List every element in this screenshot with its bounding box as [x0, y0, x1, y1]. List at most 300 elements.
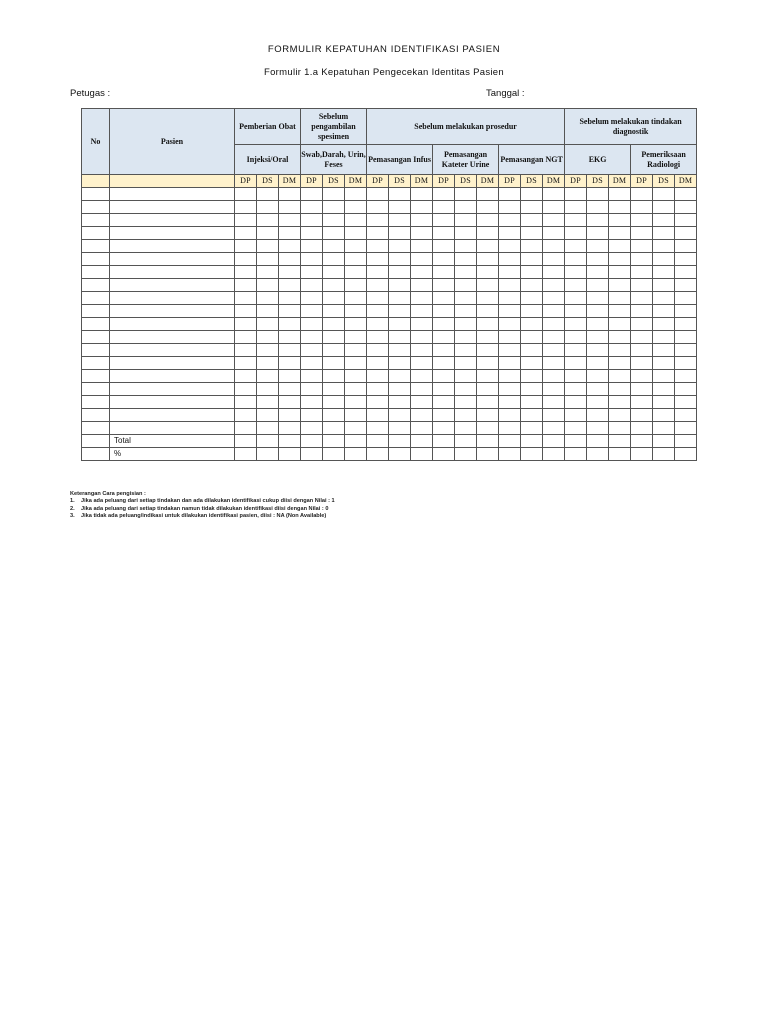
table-cell[interactable]: [257, 318, 279, 331]
table-cell[interactable]: [82, 370, 110, 383]
table-cell[interactable]: [323, 214, 345, 227]
table-cell[interactable]: [235, 253, 257, 266]
table-cell[interactable]: [565, 318, 587, 331]
table-cell[interactable]: [565, 292, 587, 305]
table-cell[interactable]: [323, 448, 345, 461]
table-cell[interactable]: [565, 253, 587, 266]
table-cell[interactable]: [411, 396, 433, 409]
table-cell[interactable]: [675, 383, 697, 396]
table-cell[interactable]: [477, 344, 499, 357]
table-cell[interactable]: [411, 331, 433, 344]
table-cell[interactable]: [499, 344, 521, 357]
table-cell[interactable]: [543, 240, 565, 253]
table-cell[interactable]: [543, 253, 565, 266]
table-cell[interactable]: [82, 383, 110, 396]
table-cell[interactable]: [675, 292, 697, 305]
table-cell[interactable]: [543, 370, 565, 383]
table-cell[interactable]: [433, 435, 455, 448]
table-cell[interactable]: [389, 227, 411, 240]
table-cell[interactable]: [543, 448, 565, 461]
table-cell[interactable]: [521, 422, 543, 435]
table-cell[interactable]: [477, 409, 499, 422]
table-cell[interactable]: [367, 253, 389, 266]
table-cell[interactable]: [455, 422, 477, 435]
table-cell[interactable]: [653, 422, 675, 435]
table-cell[interactable]: [345, 188, 367, 201]
table-cell[interactable]: [543, 227, 565, 240]
table-cell[interactable]: [543, 331, 565, 344]
table-cell[interactable]: [433, 331, 455, 344]
table-cell[interactable]: [301, 279, 323, 292]
table-cell[interactable]: [499, 279, 521, 292]
table-cell[interactable]: [323, 279, 345, 292]
table-cell[interactable]: [411, 305, 433, 318]
table-cell[interactable]: [367, 383, 389, 396]
table-cell[interactable]: [499, 201, 521, 214]
table-cell[interactable]: [257, 292, 279, 305]
table-cell[interactable]: [389, 383, 411, 396]
table-cell[interactable]: [257, 240, 279, 253]
table-cell[interactable]: [653, 435, 675, 448]
table-cell[interactable]: [477, 396, 499, 409]
table-cell[interactable]: [565, 422, 587, 435]
table-cell[interactable]: [675, 422, 697, 435]
table-cell[interactable]: [345, 383, 367, 396]
table-cell[interactable]: [455, 188, 477, 201]
table-cell[interactable]: [279, 448, 301, 461]
table-cell[interactable]: [543, 357, 565, 370]
table-cell[interactable]: [477, 253, 499, 266]
table-cell[interactable]: [631, 357, 653, 370]
table-cell[interactable]: [301, 188, 323, 201]
table-cell[interactable]: [367, 409, 389, 422]
table-cell[interactable]: [82, 253, 110, 266]
table-cell[interactable]: [323, 409, 345, 422]
table-cell[interactable]: [235, 409, 257, 422]
table-cell[interactable]: [631, 448, 653, 461]
table-cell[interactable]: [345, 266, 367, 279]
table-cell[interactable]: [345, 331, 367, 344]
table-cell[interactable]: [477, 383, 499, 396]
table-cell[interactable]: [587, 240, 609, 253]
table-cell[interactable]: [367, 240, 389, 253]
table-cell[interactable]: [499, 292, 521, 305]
table-cell[interactable]: [609, 227, 631, 240]
table-cell[interactable]: [235, 370, 257, 383]
table-cell[interactable]: [609, 305, 631, 318]
table-cell[interactable]: [389, 292, 411, 305]
table-cell[interactable]: [345, 435, 367, 448]
table-cell[interactable]: [345, 370, 367, 383]
table-cell[interactable]: [521, 266, 543, 279]
table-cell[interactable]: [279, 214, 301, 227]
table-cell[interactable]: [411, 188, 433, 201]
table-cell[interactable]: [82, 266, 110, 279]
table-cell[interactable]: [587, 279, 609, 292]
table-cell[interactable]: [279, 357, 301, 370]
table-cell[interactable]: [587, 435, 609, 448]
table-cell[interactable]: [235, 383, 257, 396]
table-cell[interactable]: [367, 292, 389, 305]
table-cell[interactable]: [345, 422, 367, 435]
table-cell[interactable]: [587, 292, 609, 305]
table-cell[interactable]: [653, 448, 675, 461]
table-cell[interactable]: [565, 214, 587, 227]
table-cell[interactable]: [653, 201, 675, 214]
table-cell[interactable]: [257, 188, 279, 201]
table-cell[interactable]: [301, 383, 323, 396]
table-cell[interactable]: [675, 435, 697, 448]
table-cell[interactable]: [609, 279, 631, 292]
table-cell[interactable]: [389, 435, 411, 448]
table-cell[interactable]: [631, 201, 653, 214]
table-cell[interactable]: [455, 383, 477, 396]
table-cell[interactable]: [235, 357, 257, 370]
table-cell[interactable]: [653, 383, 675, 396]
table-cell[interactable]: [499, 331, 521, 344]
table-cell[interactable]: [587, 266, 609, 279]
table-cell[interactable]: [367, 279, 389, 292]
table-cell[interactable]: [345, 279, 367, 292]
table-cell[interactable]: [455, 409, 477, 422]
table-cell[interactable]: [279, 305, 301, 318]
table-cell[interactable]: [543, 305, 565, 318]
table-cell[interactable]: [367, 201, 389, 214]
table-cell[interactable]: [587, 227, 609, 240]
table-cell[interactable]: [675, 188, 697, 201]
table-cell[interactable]: [110, 318, 235, 331]
table-cell[interactable]: [675, 279, 697, 292]
table-cell[interactable]: [301, 305, 323, 318]
table-cell[interactable]: [565, 383, 587, 396]
table-cell[interactable]: [110, 344, 235, 357]
table-cell[interactable]: [323, 253, 345, 266]
table-cell[interactable]: [345, 357, 367, 370]
table-cell[interactable]: [653, 409, 675, 422]
table-cell[interactable]: [477, 188, 499, 201]
table-cell[interactable]: [279, 409, 301, 422]
table-cell[interactable]: [345, 305, 367, 318]
table-cell[interactable]: [477, 448, 499, 461]
table-cell[interactable]: [587, 188, 609, 201]
table-cell[interactable]: [565, 331, 587, 344]
table-cell[interactable]: [455, 279, 477, 292]
table-cell[interactable]: [499, 253, 521, 266]
table-cell[interactable]: [411, 201, 433, 214]
table-cell[interactable]: [411, 253, 433, 266]
table-cell[interactable]: [367, 188, 389, 201]
table-cell[interactable]: [499, 318, 521, 331]
table-cell[interactable]: [345, 344, 367, 357]
table-cell[interactable]: [110, 370, 235, 383]
table-cell[interactable]: [257, 227, 279, 240]
table-cell[interactable]: [455, 266, 477, 279]
table-cell[interactable]: [675, 253, 697, 266]
table-cell[interactable]: [323, 357, 345, 370]
table-cell[interactable]: [455, 435, 477, 448]
table-cell[interactable]: [565, 240, 587, 253]
table-cell[interactable]: [411, 292, 433, 305]
table-cell[interactable]: [110, 227, 235, 240]
table-cell[interactable]: [477, 214, 499, 227]
table-cell[interactable]: [279, 422, 301, 435]
table-cell[interactable]: [675, 266, 697, 279]
table-cell[interactable]: [675, 370, 697, 383]
table-cell[interactable]: [543, 344, 565, 357]
table-cell[interactable]: [653, 344, 675, 357]
table-cell[interactable]: [110, 305, 235, 318]
table-cell[interactable]: [323, 266, 345, 279]
table-cell[interactable]: [653, 266, 675, 279]
table-cell[interactable]: [389, 305, 411, 318]
table-cell[interactable]: [82, 188, 110, 201]
table-cell[interactable]: [82, 344, 110, 357]
table-cell[interactable]: [110, 266, 235, 279]
table-cell[interactable]: [323, 383, 345, 396]
table-cell[interactable]: [235, 201, 257, 214]
table-cell[interactable]: [587, 357, 609, 370]
table-cell[interactable]: [345, 201, 367, 214]
table-cell[interactable]: [587, 253, 609, 266]
table-cell[interactable]: [389, 240, 411, 253]
table-cell[interactable]: [257, 331, 279, 344]
table-cell[interactable]: [235, 227, 257, 240]
table-cell[interactable]: [587, 318, 609, 331]
table-cell[interactable]: [631, 279, 653, 292]
table-cell[interactable]: [587, 201, 609, 214]
table-cell[interactable]: [653, 188, 675, 201]
table-cell[interactable]: [433, 409, 455, 422]
table-cell[interactable]: [110, 396, 235, 409]
table-cell[interactable]: [257, 201, 279, 214]
table-cell[interactable]: [433, 344, 455, 357]
table-cell[interactable]: [499, 448, 521, 461]
table-cell[interactable]: [521, 188, 543, 201]
table-cell[interactable]: [82, 201, 110, 214]
table-cell[interactable]: [433, 396, 455, 409]
table-cell[interactable]: [367, 318, 389, 331]
table-cell[interactable]: [411, 227, 433, 240]
table-cell[interactable]: [675, 357, 697, 370]
table-cell[interactable]: [110, 188, 235, 201]
table-cell[interactable]: [411, 409, 433, 422]
table-cell[interactable]: [257, 279, 279, 292]
table-cell[interactable]: [653, 357, 675, 370]
table-cell[interactable]: [587, 409, 609, 422]
table-cell[interactable]: [301, 214, 323, 227]
table-cell[interactable]: [455, 448, 477, 461]
table-cell[interactable]: [110, 409, 235, 422]
table-cell[interactable]: [345, 214, 367, 227]
table-cell[interactable]: [82, 396, 110, 409]
table-cell[interactable]: [323, 422, 345, 435]
table-cell[interactable]: [235, 305, 257, 318]
table-cell[interactable]: [411, 214, 433, 227]
table-cell[interactable]: [499, 240, 521, 253]
table-cell[interactable]: [279, 266, 301, 279]
table-cell[interactable]: [565, 357, 587, 370]
table-cell[interactable]: [301, 344, 323, 357]
table-cell[interactable]: [543, 292, 565, 305]
table-cell[interactable]: [279, 240, 301, 253]
table-cell[interactable]: [499, 383, 521, 396]
table-cell[interactable]: [411, 279, 433, 292]
table-cell[interactable]: [521, 331, 543, 344]
table-cell[interactable]: [389, 201, 411, 214]
table-cell[interactable]: [110, 383, 235, 396]
table-cell[interactable]: [543, 279, 565, 292]
table-cell[interactable]: [323, 305, 345, 318]
table-cell[interactable]: [609, 448, 631, 461]
table-cell[interactable]: [587, 305, 609, 318]
table-cell[interactable]: [235, 292, 257, 305]
table-cell[interactable]: [477, 201, 499, 214]
table-cell[interactable]: [477, 227, 499, 240]
table-cell[interactable]: [609, 422, 631, 435]
table-cell[interactable]: [367, 266, 389, 279]
table-cell[interactable]: [631, 370, 653, 383]
table-cell[interactable]: [301, 318, 323, 331]
table-cell[interactable]: [323, 344, 345, 357]
table-cell[interactable]: [675, 331, 697, 344]
table-cell[interactable]: [543, 435, 565, 448]
table-cell[interactable]: [279, 331, 301, 344]
table-cell[interactable]: [389, 409, 411, 422]
table-cell[interactable]: [235, 422, 257, 435]
table-cell[interactable]: [257, 214, 279, 227]
table-cell[interactable]: [367, 331, 389, 344]
table-cell[interactable]: [631, 422, 653, 435]
table-cell[interactable]: [235, 318, 257, 331]
table-cell[interactable]: [345, 292, 367, 305]
table-cell[interactable]: [279, 292, 301, 305]
table-cell[interactable]: [433, 214, 455, 227]
table-cell[interactable]: [631, 409, 653, 422]
table-cell[interactable]: [609, 383, 631, 396]
table-cell[interactable]: [301, 292, 323, 305]
table-cell[interactable]: [257, 344, 279, 357]
table-cell[interactable]: [323, 292, 345, 305]
table-cell[interactable]: [110, 240, 235, 253]
table-cell[interactable]: [367, 396, 389, 409]
table-cell[interactable]: [301, 331, 323, 344]
table-cell[interactable]: [477, 240, 499, 253]
table-cell[interactable]: [323, 396, 345, 409]
table-cell[interactable]: [609, 240, 631, 253]
table-cell[interactable]: [82, 240, 110, 253]
table-cell[interactable]: [411, 448, 433, 461]
table-cell[interactable]: [82, 409, 110, 422]
table-cell[interactable]: [433, 448, 455, 461]
table-cell[interactable]: [609, 409, 631, 422]
table-cell[interactable]: [433, 422, 455, 435]
table-cell[interactable]: [565, 266, 587, 279]
table-cell[interactable]: [675, 240, 697, 253]
table-cell[interactable]: [301, 201, 323, 214]
table-cell[interactable]: [110, 422, 235, 435]
table-cell[interactable]: [257, 253, 279, 266]
table-cell[interactable]: [609, 214, 631, 227]
table-cell[interactable]: [565, 344, 587, 357]
table-cell[interactable]: [389, 188, 411, 201]
table-cell[interactable]: [653, 396, 675, 409]
table-cell[interactable]: [235, 448, 257, 461]
table-cell[interactable]: [257, 305, 279, 318]
table-cell[interactable]: [455, 357, 477, 370]
table-cell[interactable]: [675, 344, 697, 357]
table-cell[interactable]: [345, 318, 367, 331]
table-cell[interactable]: [110, 201, 235, 214]
table-cell[interactable]: [631, 253, 653, 266]
table-cell[interactable]: [433, 292, 455, 305]
table-cell[interactable]: [565, 305, 587, 318]
table-cell[interactable]: [675, 305, 697, 318]
table-cell[interactable]: [82, 318, 110, 331]
table-cell[interactable]: [411, 240, 433, 253]
table-cell[interactable]: [110, 292, 235, 305]
table-cell[interactable]: [521, 344, 543, 357]
table-cell[interactable]: [609, 396, 631, 409]
table-cell[interactable]: [279, 383, 301, 396]
table-cell[interactable]: [279, 435, 301, 448]
table-cell[interactable]: [609, 357, 631, 370]
table-cell[interactable]: [565, 370, 587, 383]
table-cell[interactable]: [521, 357, 543, 370]
table-cell[interactable]: [433, 253, 455, 266]
table-cell[interactable]: [543, 409, 565, 422]
table-cell[interactable]: [279, 396, 301, 409]
table-cell[interactable]: [82, 331, 110, 344]
table-cell[interactable]: [389, 214, 411, 227]
table-cell[interactable]: [565, 435, 587, 448]
table-cell[interactable]: [521, 318, 543, 331]
table-cell[interactable]: [499, 422, 521, 435]
table-cell[interactable]: [455, 240, 477, 253]
table-cell[interactable]: [499, 409, 521, 422]
table-cell[interactable]: [433, 370, 455, 383]
table-cell[interactable]: [653, 253, 675, 266]
table-cell[interactable]: [411, 435, 433, 448]
table-cell[interactable]: [587, 331, 609, 344]
table-cell[interactable]: [565, 409, 587, 422]
table-cell[interactable]: [411, 318, 433, 331]
table-cell[interactable]: [389, 331, 411, 344]
table-cell[interactable]: [82, 227, 110, 240]
table-cell[interactable]: [455, 344, 477, 357]
table-cell[interactable]: [389, 266, 411, 279]
table-cell[interactable]: [323, 240, 345, 253]
table-cell[interactable]: [587, 448, 609, 461]
table-cell[interactable]: [565, 279, 587, 292]
table-cell[interactable]: [389, 422, 411, 435]
table-cell[interactable]: [499, 357, 521, 370]
table-cell[interactable]: [389, 318, 411, 331]
table-cell[interactable]: [675, 214, 697, 227]
table-cell[interactable]: [521, 383, 543, 396]
table-cell[interactable]: [653, 305, 675, 318]
table-cell[interactable]: [675, 318, 697, 331]
table-cell[interactable]: [521, 240, 543, 253]
table-cell[interactable]: [367, 344, 389, 357]
table-cell[interactable]: [279, 344, 301, 357]
table-cell[interactable]: [609, 292, 631, 305]
table-cell[interactable]: [82, 422, 110, 435]
table-cell[interactable]: [433, 305, 455, 318]
table-cell[interactable]: [477, 435, 499, 448]
table-cell[interactable]: [455, 318, 477, 331]
table-cell[interactable]: [499, 396, 521, 409]
table-cell[interactable]: [433, 227, 455, 240]
